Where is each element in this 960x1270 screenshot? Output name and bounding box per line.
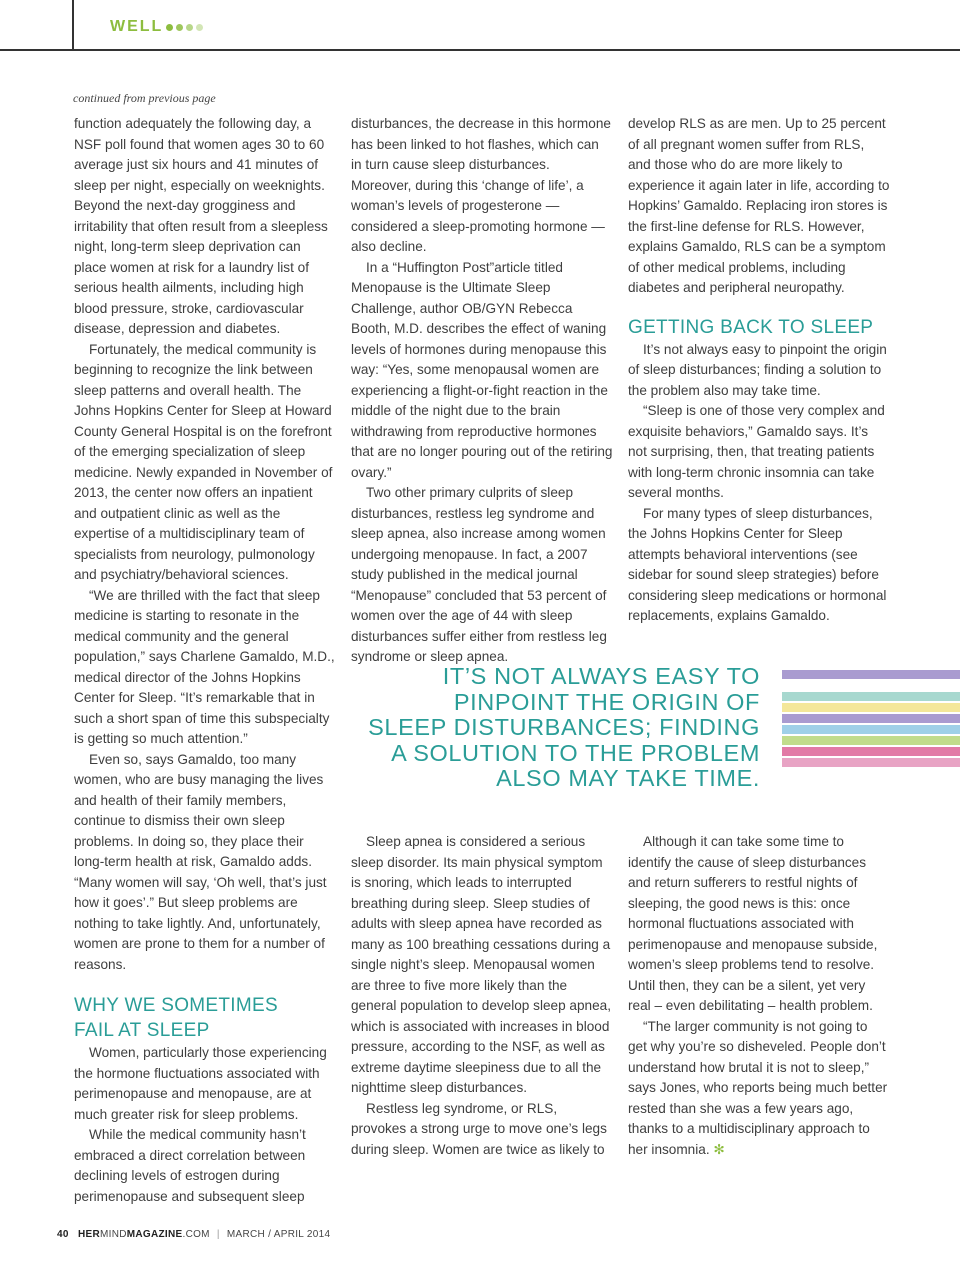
end-mark-icon: ✻ xyxy=(713,1141,725,1157)
footer-separator: | xyxy=(216,1229,220,1240)
issue-date: MARCH / APRIL 2014 xyxy=(226,1229,331,1240)
paragraph: For many types of sleep disturbances, the Johns Hopkins Center for Sleep attempts behavioral interventions (see sidebar for sound sleep strategies) before considering sleep medications or hormonal replacements, explains Gamaldo. xyxy=(628,505,887,623)
section-heading-why-we-fail xyxy=(74,993,336,1043)
paragraph: “Sleep is one of those very complex and exquisite behaviors,” Gamaldo says. It’s not surprising, then, that treating patients with long-term chronic insomnia can take several months. xyxy=(628,403,885,500)
pull-quote xyxy=(350,664,760,792)
magazine-name-com: .COM xyxy=(182,1229,210,1240)
pull-quote-line: A SOLUTION TO THE PROBLEM xyxy=(391,739,760,766)
paragraph: disturbances, the decrease in this hormone has been linked to hot flashes, which can in turn cause sleep disturbances. Moreover, during this ‘change of life’, a woman’s levels of progesterone — considered a sleep-promoting hormone — also decline. xyxy=(351,116,611,254)
pull-quote-line: SLEEP DISTURBANCES; FINDING xyxy=(368,714,760,740)
header-horizontal-rule xyxy=(0,49,960,51)
paragraph: function adequately the following day, a NSF poll found that women ages 30 to 60 average just six hours and 41 minutes of sleep per night, especially on weeknights. Beyond the next-day grogginess and irritability that often result from a sleepless night, long-term sleep deprivation can place women at risk for a laundry list of serious health ailments, including high blood pressure, stroke, cardiovascular disease, depression and diabetes. xyxy=(74,116,328,336)
magazine-name-magazine: MAGAZINE xyxy=(126,1229,183,1240)
magazine-name-mind: MIND xyxy=(100,1229,127,1240)
heading-line: FAIL AT SLEEP xyxy=(74,1020,210,1041)
pull-quote-line: IT’S NOT ALWAYS EASY TO xyxy=(442,663,760,689)
stripe xyxy=(782,670,960,679)
paragraph: In a “Huffington Post”article titled Menopause is the Ultimate Sleep Challenge, author OB/GYN Rebecca Booth, M.D. describes the effect of waning levels of hormones during menopause this way: “Yes, some menopausal women are experiencing a flight-or-fight reaction in the middle of the night due to the brain withdrawing from reproductive hormones that are no longer pouring out of the retiring ovary.” xyxy=(351,259,613,480)
paragraph: Although it can take some time to identify the cause of sleep disturbances and return sufferers to restful nights of sleeping, the good news is this: once hormonal fluctuations associated with perimenopause and menopause subside, women’s sleep problems tend to resolve. Until then, they can be a silent, yet very real – even debilitating – health problem. xyxy=(628,834,878,1013)
stripe xyxy=(782,703,960,712)
column-1 xyxy=(74,114,336,1207)
header-vertical-rule xyxy=(72,0,74,50)
pull-quote-line: PINPOINT THE ORIGIN OF xyxy=(453,688,760,715)
paragraph xyxy=(628,1017,890,1161)
section-dot xyxy=(196,24,203,31)
stripe xyxy=(782,736,960,745)
heading-line: WHY WE SOMETIMES xyxy=(74,995,278,1016)
column-3 xyxy=(628,114,890,627)
section-dot xyxy=(166,24,173,31)
column-2-lower xyxy=(351,832,613,1160)
paragraph: It’s not always easy to pinpoint the origin of sleep disturbances; finding a solution to the problem also may take time. xyxy=(628,341,887,398)
magazine-name-her: HER xyxy=(77,1229,100,1240)
paragraph: Sleep apnea is considered a serious sleep disorder. Its main physical symptom is snoring, which leads to interrupted breathing during sleep. Sleep studies of adults with sleep apnea have recorded as many as 100 breathing cessations during a single night’s sleep. Menopausal women are three to five more likely than the general population to develop sleep apnea, which is associated with increases in blood pressure, according to the NSF, as well as extreme daytime sleepiness due to all the nighttime sleep disturbances. xyxy=(351,834,612,1095)
stripe xyxy=(782,681,960,690)
column-3-lower xyxy=(628,832,890,1160)
stripe xyxy=(782,758,960,767)
stripe xyxy=(782,714,960,723)
paragraph: Even so, says Gamaldo, too many women, who are busy managing the lives and health of their family members, continue to dismiss their own sleep problems. In doing so, they place their long-term health at risk, Gamaldo adds. “Many women will say, ‘Oh well, that’s just how it goes’.” But sleep problems are nothing to take lightly. And, unfortunately, women are prone to them for a number of reasons. xyxy=(74,751,327,972)
paragraph: Women, particularly those experiencing the hormone fluctuations associated with perimenopause and menopause, are at much greater risk for sleep problems. xyxy=(74,1045,327,1122)
stripe xyxy=(782,725,960,734)
paragraph: While the medical community hasn’t embraced a direct correlation between declining levels of estrogen during perimenopause and subsequent sleep xyxy=(74,1127,306,1204)
section-heading-getting-back: GETTING BACK TO SLEEP xyxy=(628,316,874,338)
paragraph-text: “The larger community is not going to get why you’re so disheveled. People don’t understand how brutal it is not to sleep,” says Jones, who reports being much better rested than she was a few years ago, thanks to a multidisciplinary approach to her insomnia. xyxy=(628,1018,888,1157)
continued-note: continued from previous page xyxy=(73,91,216,105)
paragraph: “We are thrilled with the fact that sleep medicine is starting to resonate in the medical community and the general population,” says Charlene Gamaldo, M.D., medical director of the Johns Hopkins Center for Sleep. “It’s remarkable that in such a short span of time this subspecialty is getting so much attention.” xyxy=(74,587,335,746)
paragraph: Restless leg syndrome, or RLS, provokes a strong urge to move one’s legs during sleep. Women are twice as likely to xyxy=(351,1100,607,1157)
pull-quote-line: ALSO MAY TAKE TIME. xyxy=(496,765,760,791)
paragraph: Fortunately, the medical community is beginning to recognize the link between sleep patterns and overall health. The Johns Hopkins Center for Sleep at Howard County General Hospital is on the forefront of the emerging specialization of sleep medicine. Newly expanded in November of 2013, the center now offers an inpatient and outpatient clinic as well as the expertise of a multidisciplinary team of specialists from neurology, pulmonology and psychiatry/behavioral sciences. xyxy=(74,341,333,582)
column-2 xyxy=(351,114,613,668)
page-number: 40 xyxy=(57,1229,69,1240)
page-footer xyxy=(57,1229,330,1240)
section-dots xyxy=(166,24,206,42)
section-dot xyxy=(186,24,193,31)
stripe xyxy=(782,747,960,756)
section-dot xyxy=(176,24,183,31)
stripe xyxy=(782,692,960,701)
section-label: WELL xyxy=(110,18,164,35)
paragraph: develop RLS as are men. Up to 25 percent of all pregnant women suffer from RLS, and those who do are more likely to experience it again later in life, according to Hopkins’ Gamaldo. Replacing iron stores is the first-line defense for RLS. However, explains Gamaldo, RLS can be a symptom of other medical problems, including diabetes and peripheral neuropathy. xyxy=(628,116,890,295)
paragraph: Two other primary culprits of sleep disturbances, restless leg syndrome and sleep apnea, also increase among women undergoing menopause. In fact, a 2007 study published in the medical journal “Menopause” concluded that 53 percent of women over the age of 44 with sleep disturbances suffer either from restless leg syndrome or sleep apnea. xyxy=(351,485,607,664)
decorative-stripes xyxy=(782,670,960,769)
